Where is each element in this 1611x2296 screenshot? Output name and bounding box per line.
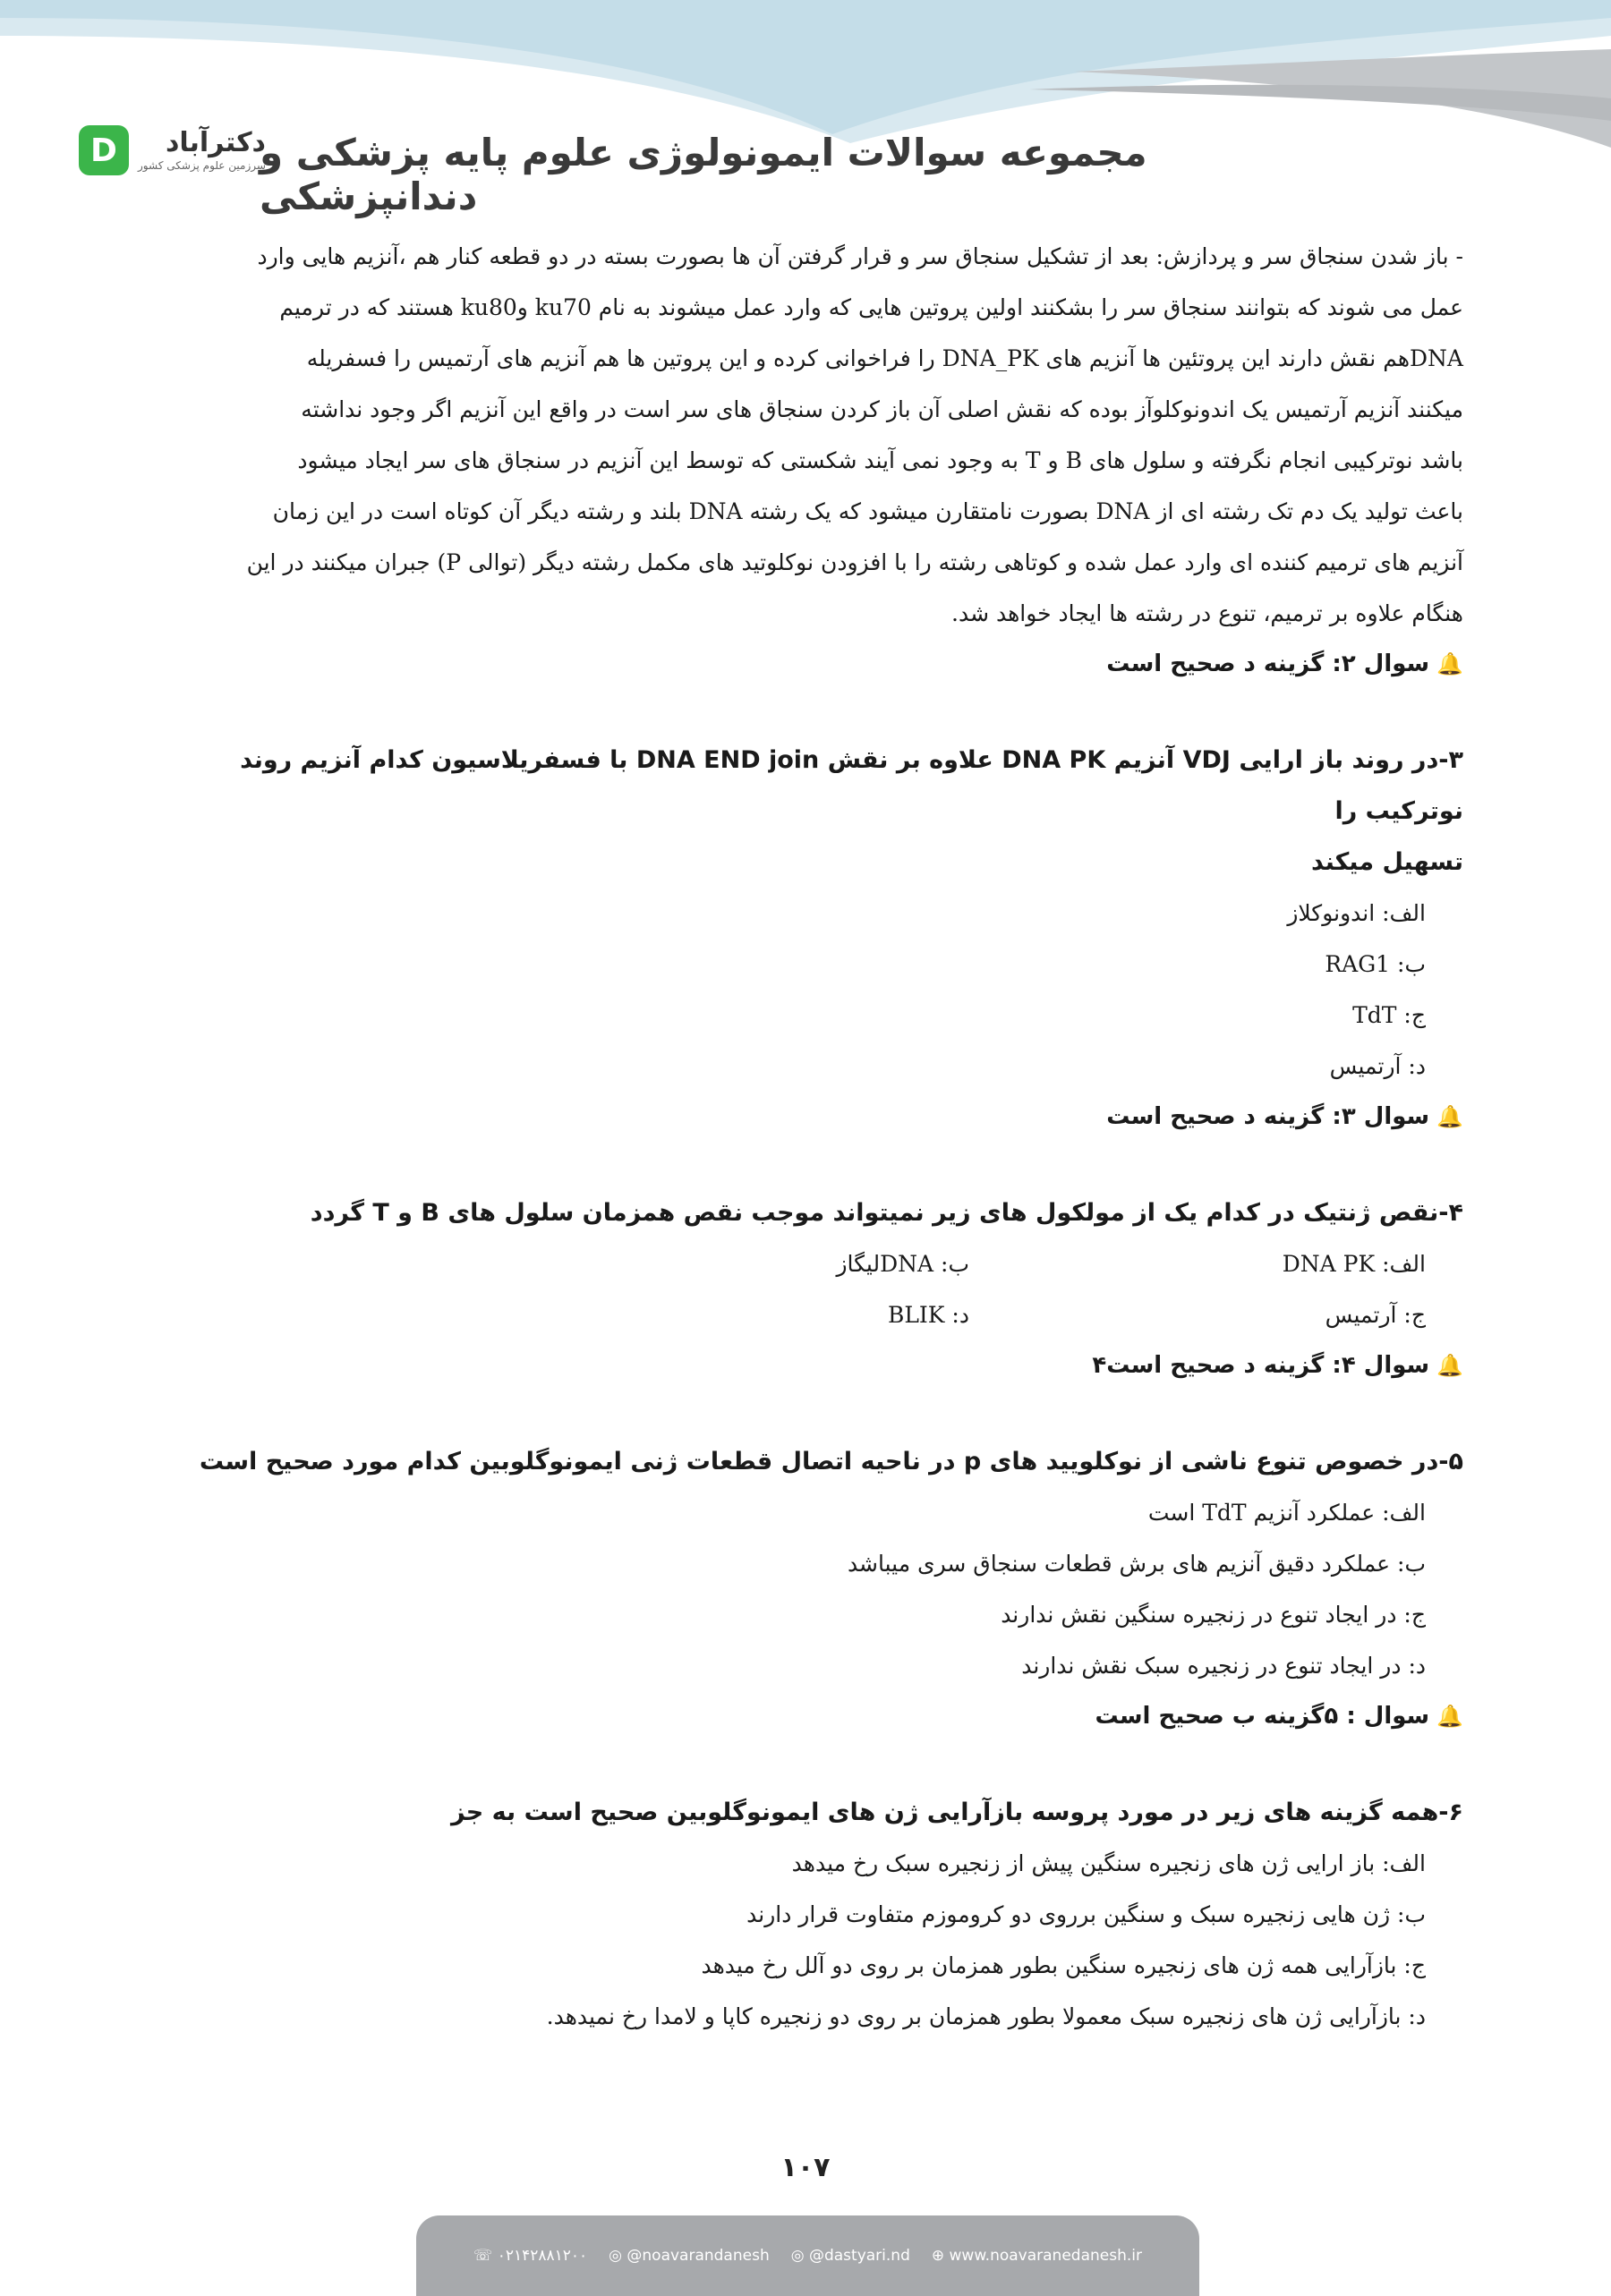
instagram-link[interactable]: ◎ @noavarandanesh bbox=[609, 2247, 770, 2265]
option: الف: باز ارایی ژن های زنجیره سنگین پیش از زنجیره سبک رخ میدهد bbox=[791, 1850, 1426, 1876]
answer-4: 🔔سوال ۴: گزینه د صحیح است۴ bbox=[1092, 1352, 1463, 1379]
option: الف: اندونوکلاز bbox=[1287, 900, 1426, 926]
option: ج: آرتمیس bbox=[1325, 1302, 1426, 1328]
page-title: مجموعه سوالات ایمونولوژی علوم پایه پزشکی و دندانپزشکی bbox=[260, 131, 1147, 218]
text-line: باشد نوترکیبی انجام نگرفته و سلول های B و T به وجود نمی آیند شکستی که توسط این آنزیم در سنجاق های سر ایجاد میشود bbox=[297, 447, 1463, 473]
option: د: در ایجاد تنوع در زنجیره سبک نقش ندارند bbox=[1021, 1653, 1426, 1679]
instagram-link[interactable]: ◎ @dastyari.nd bbox=[790, 2247, 910, 2265]
option: الف: DNA PK bbox=[1282, 1251, 1426, 1277]
bell-icon: 🔔 bbox=[1436, 1353, 1463, 1378]
intro-paragraph bbox=[154, 231, 1463, 639]
text-line: آنزیم های ترمیم کننده ای وارد عمل شده و کوتاهی رشته را با افزودن نوکلوتید های مکمل رشته دیگر (توالی P) جبران میکنند در این bbox=[246, 549, 1463, 575]
question-4: ۴-نقص ژنتیک در کدام یک از مولکول های زیر نمیتواند موجب نقص همزمان سلول های B و T گردد bbox=[310, 1199, 1463, 1227]
text-line: - باز شدن سنجاق سر و پردازش: بعد از تشکیل سنجاق سر و قرار گرفتن آن ها بصورت بسته در دو قطعه کنار هم ،آنزیم هایی وارد bbox=[257, 243, 1463, 269]
text-line: هنگام علاوه بر ترمیم، تنوع در رشته ها ایجاد خواهد شد. bbox=[951, 600, 1463, 626]
option: ج: در ایجاد تنوع در زنجیره سنگین نقش ندارند bbox=[1001, 1602, 1426, 1628]
text-line: DNAهم نقش دارند این پروتئین ها آنزیم های DNA_PK را فراخوانی کرده و این پروتین ها هم آنزیم های آرتمیس را فسفریله bbox=[306, 345, 1463, 371]
question-5: ۵-در خصوص تنوع ناشی از نوکلویید های p در ناحیه اتصال قطعات ژنی ایمونوگلوبین کدام مورد صحیح است bbox=[199, 1448, 1463, 1475]
option: ج: بازآرایی همه ژن های زنجیره سنگین بطور همزمان بر روی دو آلل رخ میدهد bbox=[701, 1952, 1426, 1978]
option: د: BLIK bbox=[887, 1302, 969, 1328]
bell-icon: 🔔 bbox=[1436, 651, 1463, 676]
question-text: تسهیل میکند bbox=[1310, 848, 1463, 876]
option: ج: TdT bbox=[1352, 1002, 1426, 1028]
answer-2: 🔔سوال ۲: گزینه د صحیح است bbox=[1106, 651, 1463, 677]
document-body bbox=[154, 231, 1463, 2042]
option: ب: ژن هایی زنجیره سبک و سنگین برروی دو کروموزم متفاوت قرار دارند bbox=[746, 1901, 1426, 1927]
options-grid bbox=[513, 1238, 1463, 1340]
option: د: آرتمیس bbox=[1329, 1053, 1426, 1079]
option: د: بازآرایی ژن های زنجیره سبک معمولا بطور همزمان بر روی دو زنجیره کاپا و لامدا رخ نمیدهد. bbox=[546, 2003, 1426, 2029]
answer-3: 🔔سوال ۳: گزینه د صحیح است bbox=[1106, 1103, 1463, 1130]
text-line: میکنند آنزیم آرتمیس یک اندونوکلوآز بوده که نقش اصلی آن باز کردن سنجاق های سر است در واقع این آنزیم اگر وجود نداشته bbox=[301, 396, 1463, 422]
text-line: باعث تولید یک دم تک رشته ای از DNA بصورت نامتقارن میشود که یک رشته DNA بلند و رشته دیگر آن کوتاه است در این زمان bbox=[272, 498, 1463, 524]
text-line: عمل می شوند که بتوانند سنجاق سر را بشکنند اولین پروتین هایی که وارد عمل میشوند به نام ku70 وku80 هستند که در ترمیم bbox=[279, 294, 1463, 320]
page-number: ۱۰۷ bbox=[780, 2152, 831, 2183]
option: ب: DNAلیگاز bbox=[836, 1251, 969, 1277]
bell-icon: 🔔 bbox=[1436, 1104, 1463, 1129]
logo bbox=[79, 125, 266, 175]
logo-icon: D bbox=[79, 125, 129, 175]
phone-contact: ☏ ۰۲۱۴۲۸۸۱۲۰۰ bbox=[473, 2247, 588, 2265]
option: الف: عملکرد آنزیم TdT است bbox=[1147, 1500, 1426, 1526]
question-text: ۳-در روند باز ارایی VDJ آنزیم DNA PK علاوه بر نقش DNA END join با فسفریلاسیون کدام آنزیم روند نوترکیب را bbox=[240, 746, 1463, 825]
answer-5: 🔔سوال : ۵گزینه ب صحیح است bbox=[1095, 1703, 1463, 1730]
logo-name: دکترآباد bbox=[165, 127, 266, 158]
bell-icon: 🔔 bbox=[1436, 1704, 1463, 1729]
footer-contact-bar bbox=[416, 2215, 1199, 2296]
question-6: ۶-همه گزینه های زیر در مورد پروسه بازآرایی ژن های ایمونوگلوبین صحیح است به جز bbox=[451, 1799, 1463, 1826]
logo-tagline: سرزمین علوم پزشکی کشور bbox=[138, 159, 266, 172]
question-3 bbox=[154, 735, 1463, 888]
option: ب: RAG1 bbox=[1325, 951, 1426, 977]
option: ب: عملکرد دقیق آنزیم های برش قطعات سنجاق سری میباشد bbox=[847, 1551, 1426, 1577]
website-link[interactable]: ⊕ www.noavaranedanesh.ir bbox=[931, 2247, 1142, 2265]
